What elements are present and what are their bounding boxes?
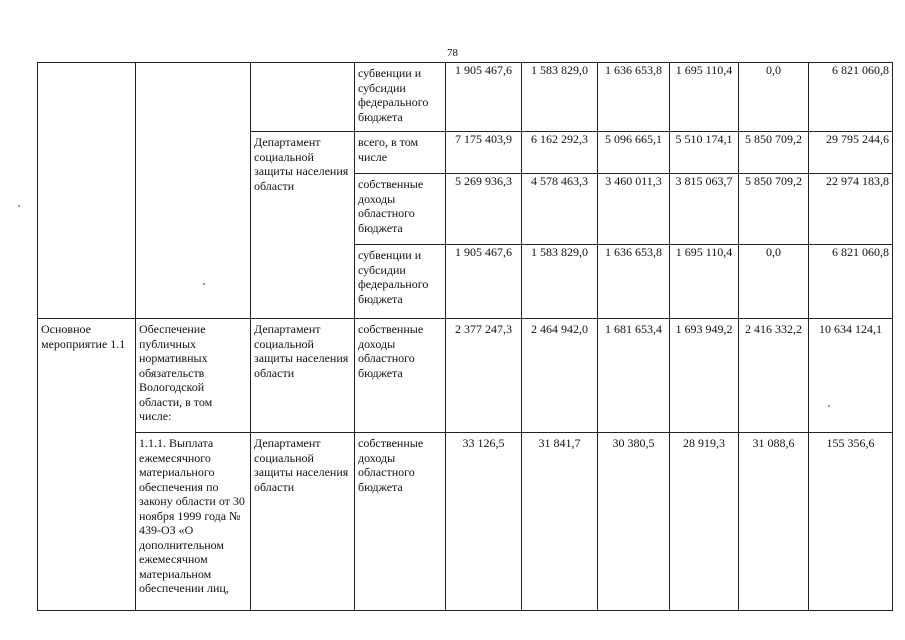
value-cell: 31 088,6 (739, 433, 809, 611)
table-row (38, 319, 893, 433)
status-cell (38, 63, 136, 319)
table-row (38, 433, 893, 611)
executor-cell: Департамент социальной защиты населения области (251, 433, 355, 611)
total-cell: 22 974 183,8 (809, 174, 893, 245)
value-cell: 0,0 (739, 63, 809, 132)
value-cell: 6 162 292,3 (522, 132, 598, 174)
value-cell: 28 919,3 (670, 433, 739, 611)
value-cell: 33 126,5 (446, 433, 522, 611)
value-cell: 1 681 653,4 (598, 319, 670, 433)
value-cell: 2 464 942,0 (522, 319, 598, 433)
executor-cell: Департамент социальной защиты населения области (251, 319, 355, 433)
value-cell: 5 096 665,1 (598, 132, 670, 174)
total-cell: 155 356,6 (809, 433, 893, 611)
value-cell: 3 815 063,7 (670, 174, 739, 245)
name-cell (136, 63, 251, 319)
source-cell: собственные доходы областного бюджета (355, 319, 446, 433)
value-cell: 30 380,5 (598, 433, 670, 611)
scan-speck (18, 205, 20, 207)
executor-cell: Департамент социальной защиты населения области (251, 132, 355, 319)
value-cell: 1 583 829,0 (522, 245, 598, 319)
scan-speck (828, 405, 830, 407)
value-cell: 7 175 403,9 (446, 132, 522, 174)
total-cell: 29 795 244,6 (809, 132, 893, 174)
name-cell: Обеспечение публичных нормативных обязательств Вологодской области, в том числе: (136, 319, 251, 433)
total-cell: 10 634 124,1 (809, 319, 893, 433)
value-cell: 1 695 110,4 (670, 245, 739, 319)
value-cell: 1 695 110,4 (670, 63, 739, 132)
budget-table (37, 62, 893, 611)
total-cell: 6 821 060,8 (809, 245, 893, 319)
value-cell: 1 693 949,2 (670, 319, 739, 433)
value-cell: 1 636 653,8 (598, 245, 670, 319)
scan-speck (203, 283, 205, 285)
value-cell: 5 269 936,3 (446, 174, 522, 245)
total-cell: 6 821 060,8 (809, 63, 893, 132)
page-number: 78 (447, 47, 458, 59)
value-cell: 4 578 463,3 (522, 174, 598, 245)
value-cell: 1 583 829,0 (522, 63, 598, 132)
value-cell: 5 510 174,1 (670, 132, 739, 174)
value-cell: 5 850 709,2 (739, 174, 809, 245)
executor-cell (251, 63, 355, 132)
source-cell: субвенции и субсидии федерального бюджета (355, 245, 446, 319)
value-cell: 3 460 011,3 (598, 174, 670, 245)
source-cell: собственные доходы областного бюджета (355, 433, 446, 611)
value-cell: 0,0 (739, 245, 809, 319)
name-cell: 1.1.1. Выплата ежемесячного материального обеспечения по закону области от 30 ноября 1999 года № 439-ОЗ «О дополнительном ежемесячном материальном обеспечении лиц, (136, 433, 251, 611)
source-cell: субвенции и субсидии федерального бюджета (355, 63, 446, 132)
source-cell: всего, в том числе (355, 132, 446, 174)
value-cell: 1 636 653,8 (598, 63, 670, 132)
value-cell: 2 416 332,2 (739, 319, 809, 433)
source-cell: собственные доходы областного бюджета (355, 174, 446, 245)
value-cell: 1 905 467,6 (446, 245, 522, 319)
value-cell: 31 841,7 (522, 433, 598, 611)
value-cell: 5 850 709,2 (739, 132, 809, 174)
value-cell: 1 905 467,6 (446, 63, 522, 132)
value-cell: 2 377 247,3 (446, 319, 522, 433)
table-row (38, 63, 893, 132)
status-cell: Основное мероприятие 1.1 (38, 319, 136, 611)
